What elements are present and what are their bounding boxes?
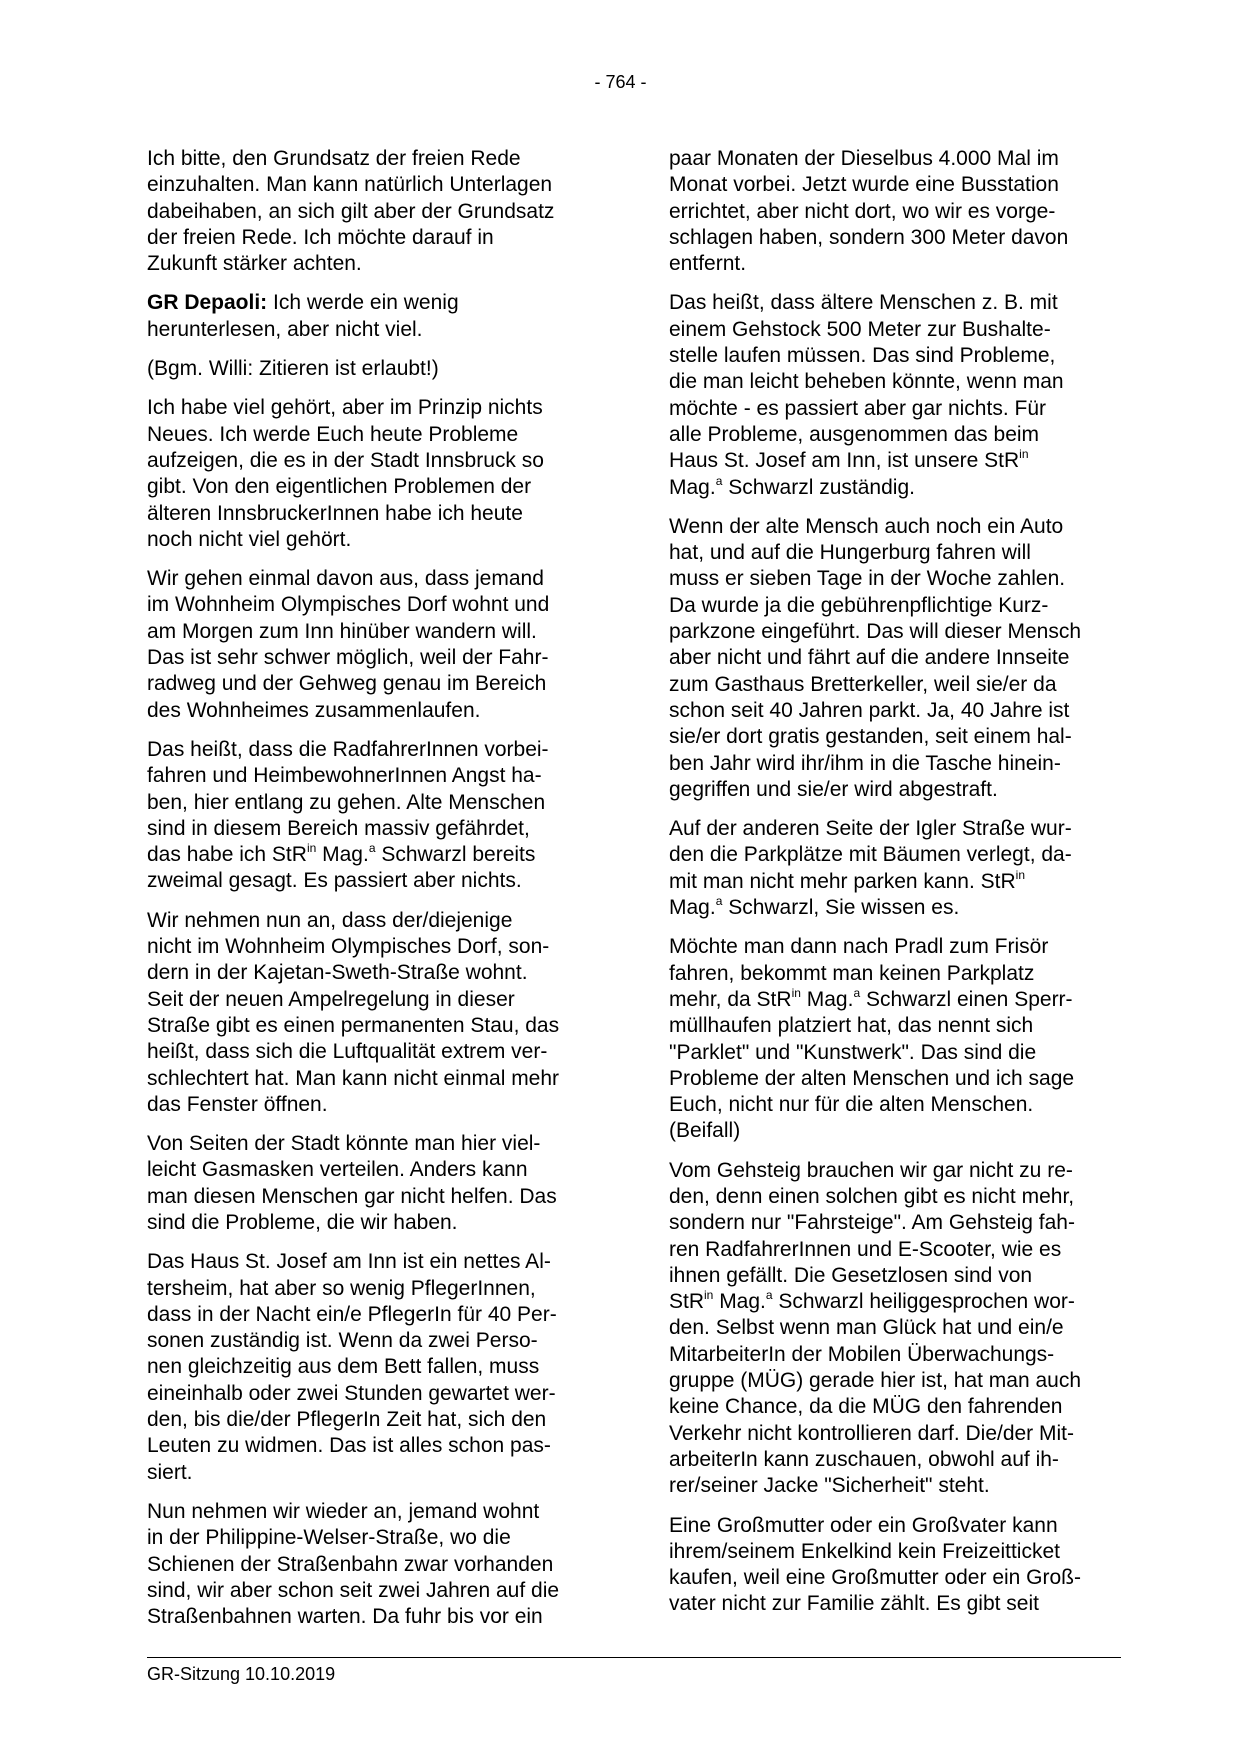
superscript: in (306, 841, 317, 856)
text-run: Schwarzl zuständig. (722, 475, 915, 499)
text-run: Schwarzl bereits (375, 843, 536, 867)
text-run: Von Seiten der Stadt könnte man hier viel- (147, 1132, 541, 1156)
text-run: ben, hier entlang zu gehen. Alte Menschen (147, 790, 546, 814)
superscript: a (853, 985, 861, 1000)
text-run: dern in der Kajetan-Sweth-Straße wohnt. (147, 961, 528, 985)
text-run: Leuten zu widmen. Das ist alles schon pas- (147, 1434, 551, 1458)
text-run: StR (669, 1290, 705, 1314)
text-run: Schwarzl heiliggesprochen wor- (772, 1290, 1075, 1314)
text-run: dabeihaben, an sich gilt aber der Grundsatz (147, 199, 555, 223)
text-run: (Bgm. Willi: Zitieren ist erlaubt!) (147, 357, 439, 381)
text-run: Ich werde ein wenig (267, 291, 459, 315)
text-run: Auf der anderen Seite der Igler Straße wur- (669, 817, 1072, 841)
text-run: gruppe (MÜG) gerade hier ist, hat man auch (669, 1369, 1082, 1393)
text-run: das Fenster öffnen. (147, 1092, 328, 1116)
text-run: nen gleichzeitig aus dem Bett fallen, muss (147, 1355, 540, 1379)
text-run: leicht Gasmasken verteilen. Anders kann (147, 1158, 528, 1182)
superscript: in (1019, 447, 1029, 462)
paragraph (669, 514, 1109, 803)
text-run: mehr, da StR (669, 987, 792, 1011)
text-run: sondern nur "Fahrsteige". Am Gehsteig fah- (669, 1211, 1075, 1235)
text-run: Straße gibt es einen permanenten Stau, das (147, 1013, 560, 1037)
text-run: muss er sieben Tage in der Woche zahlen. (669, 567, 1066, 591)
text-run: paar Monaten der Dieselbus 4.000 Mal im (669, 147, 1059, 170)
text-run: ben Jahr wird ihr/ihm in die Tasche hinein- (669, 751, 1061, 775)
speaker-name: GR Depaoli: (147, 291, 268, 315)
paragraph (669, 934, 1109, 1144)
text-run: älteren InnsbruckerInnen habe ich heute (147, 501, 523, 525)
text-run: entfernt. (669, 252, 747, 276)
text-run: sind in diesem Bereich massiv gefährdet, (147, 816, 530, 840)
paragraph (147, 908, 587, 1118)
text-run: sonen zuständig ist. Wenn da zwei Perso- (147, 1329, 538, 1353)
text-run: der freien Rede. Ich möchte darauf in (147, 225, 494, 249)
text-run: schlagen haben, sondern 300 Meter davon (669, 225, 1069, 249)
paragraph (147, 290, 587, 343)
text-run: das habe ich StR (147, 843, 307, 867)
text-run: Wenn der alte Mensch auch noch ein Auto (669, 514, 1064, 538)
text-run: Mag. (800, 987, 854, 1011)
text-run: parkzone eingeführt. Das will dieser Mensch (669, 620, 1082, 644)
superscript: in (1015, 867, 1025, 882)
text-run: die man leicht beheben könnte, wenn man (669, 370, 1064, 394)
paragraph (147, 1249, 587, 1486)
text-run: zum Gasthaus Bretterkeller, weil sie/er da (669, 672, 1057, 696)
paragraph (669, 146, 1109, 277)
text-run: Das heißt, dass ältere Menschen z. B. mit (669, 291, 1058, 315)
superscript: a (765, 1288, 773, 1303)
text-run: radweg und der Gehweg genau im Bereich (147, 672, 547, 696)
text-run: MitarbeiterIn der Mobilen Überwachungs- (669, 1342, 1055, 1366)
text-run: Ich bitte, den Grundsatz der freien Rede (147, 147, 521, 170)
paragraph (147, 395, 587, 553)
text-run: sind die Probleme, die wir haben. (147, 1210, 458, 1234)
text-run: mit man nicht mehr parken kann. StR (669, 869, 1016, 893)
text-run: im Wohnheim Olympisches Dorf wohnt und (147, 593, 550, 617)
text-run: fahren, bekommt man keinen Parkplatz (669, 961, 1035, 985)
text-run: den, bis die/der PflegerIn Zeit hat, sich den (147, 1408, 547, 1432)
text-run: Mag. (713, 1290, 766, 1314)
paragraph (147, 146, 587, 277)
text-run: alle Probleme, ausgenommen das beim (669, 422, 1040, 446)
paragraph (147, 356, 587, 382)
text-run: Mag. (316, 843, 369, 867)
text-run: Monat vorbei. Jetzt wurde eine Busstation (669, 173, 1059, 197)
text-run: am Morgen zum Inn hinüber wandern will. (147, 619, 537, 643)
text-run: nicht im Wohnheim Olympisches Dorf, son- (147, 935, 550, 959)
text-run: stelle laufen müssen. Das sind Probleme, (669, 344, 1056, 368)
footer-rule (147, 1657, 1121, 1658)
paragraph (147, 566, 587, 724)
paragraph (669, 1513, 1109, 1618)
text-run: Das Haus St. Josef am Inn ist ein nettes Al- (147, 1250, 551, 1274)
text-run: arbeiterIn kann zuschauen, obwohl auf ih- (669, 1447, 1059, 1471)
text-run: Das ist sehr schwer möglich, weil der Fahr- (147, 646, 549, 670)
text-run: fahren und HeimbewohnerInnen Angst ha- (147, 764, 542, 788)
text-run: müllhaufen platziert hat, das nennt sich (669, 1014, 1034, 1038)
text-run: siert. (147, 1460, 193, 1484)
text-run: hat, und auf die Hungerburg fahren will (669, 541, 1031, 565)
text-run: den, denn einen solchen gibt es nicht mehr, (669, 1184, 1075, 1208)
text-run: Da wurde ja die gebührenpflichtige Kurz- (669, 593, 1049, 617)
text-run: möchte - es passiert aber gar nichts. Für (669, 396, 1046, 420)
text-run: herunterlesen, aber nicht viel. (147, 317, 423, 341)
text-run: dass in der Nacht ein/e PflegerIn für 40 Per- (147, 1302, 557, 1326)
text-run: den die Parkplätze mit Bäumen verlegt, da- (669, 843, 1072, 867)
text-run: Probleme der alten Menschen und ich sage (669, 1066, 1075, 1090)
text-run: sind, wir aber schon seit zwei Jahren auf die (147, 1578, 560, 1602)
paragraph (669, 816, 1109, 921)
superscript: a (368, 841, 376, 856)
text-run: Zukunft stärker achten. (147, 252, 362, 276)
text-run: ren RadfahrerInnen und E-Scooter, wie es (669, 1237, 1062, 1261)
text-run: Möchte man dann nach Pradl zum Frisör (669, 935, 1049, 959)
superscript: in (704, 1288, 714, 1303)
superscript: in (791, 985, 801, 1000)
text-run: errichtet, aber nicht dort, wo wir es vorge- (669, 199, 1056, 223)
text-run: einem Gehstock 500 Meter zur Bushalte- (669, 317, 1051, 341)
text-run: man diesen Menschen gar nicht helfen. Das (147, 1184, 557, 1208)
text-run: ihrem/seinem Enkelkind kein Freizeitticket (669, 1539, 1060, 1563)
text-run: Ich habe viel gehört, aber im Prinzip nichts (147, 396, 543, 420)
right-column (669, 146, 1109, 1631)
text-run: kaufen, weil eine Großmutter oder ein Groß- (669, 1566, 1082, 1590)
text-run: in der Philippine-Welser-Straße, wo die (147, 1526, 511, 1550)
text-run: Wir gehen einmal davon aus, dass jemand (147, 567, 544, 591)
text-run: keine Chance, da die MÜG den fahrenden (669, 1395, 1063, 1419)
text-run: tersheim, hat aber so wenig PflegerInnen, (147, 1276, 536, 1300)
text-run: den. Selbst wenn man Glück hat und ein/e (669, 1316, 1064, 1340)
text-run: schon seit 40 Jahren parkt. Ja, 40 Jahre ist (669, 698, 1070, 722)
text-run: ihnen gefällt. Die Gesetzlosen sind von (669, 1263, 1033, 1287)
text-run: (Beifall) (669, 1119, 741, 1143)
text-run: Mag. (669, 475, 716, 499)
text-run: Vom Gehsteig brauchen wir gar nicht zu re- (669, 1158, 1073, 1182)
text-run: gibt. Von den eigentlichen Problemen der (147, 475, 532, 499)
text-run: vater nicht zur Familie zählt. Es gibt seit (669, 1592, 1039, 1616)
text-run: Seit der neuen Ampelregelung in dieser (147, 987, 515, 1011)
page-number: - 764 - (594, 72, 647, 92)
text-run: Mag. (669, 896, 716, 920)
text-run: zweimal gesagt. Es passiert aber nichts. (147, 869, 522, 893)
superscript: a (715, 473, 723, 488)
text-run: eineinhalb oder zwei Stunden gewartet wer- (147, 1381, 556, 1405)
text-run: Euch, nicht nur für die alten Menschen. (669, 1093, 1034, 1117)
text-run: Neues. Ich werde Euch heute Probleme (147, 422, 519, 446)
text-run: sie/er dort gratis gestanden, seit einem hal- (669, 725, 1072, 749)
text-run: heißt, dass sich die Luftqualität extrem ver- (147, 1040, 548, 1064)
text-run: des Wohnheimes zusammenlaufen. (147, 698, 481, 722)
text-run: Das heißt, dass die RadfahrerInnen vorbei- (147, 737, 549, 761)
text-run: Wir nehmen nun an, dass der/diejenige (147, 908, 513, 932)
left-column (147, 146, 587, 1643)
text-run: rer/seiner Jacke "Sicherheit" steht. (669, 1474, 990, 1498)
text-run: Straßenbahnen warten. Da fuhr bis vor ein (147, 1605, 543, 1629)
text-run: Schienen der Straßenbahn zwar vorhanden (147, 1552, 554, 1576)
paragraph (669, 290, 1109, 500)
text-run: "Parklet" und "Kunstwerk". Das sind die (669, 1040, 1037, 1064)
text-run: Nun nehmen wir wieder an, jemand wohnt (147, 1499, 540, 1523)
superscript: a (715, 894, 723, 909)
paragraph (669, 1158, 1109, 1500)
footer-text: GR-Sitzung 10.10.2019 (147, 1664, 336, 1684)
text-run: noch nicht viel gehört. (147, 527, 352, 551)
text-run: Verkehr nicht kontrollieren darf. Die/der Mit- (669, 1421, 1074, 1445)
text-run: Schwarzl einen Sperr- (860, 987, 1073, 1011)
paragraph (147, 737, 587, 895)
text-run: einzuhalten. Man kann natürlich Unterlagen (147, 173, 553, 197)
text-run: gegriffen und sie/er wird abgestraft. (669, 777, 998, 801)
text-run: Eine Großmutter oder ein Großvater kann (669, 1513, 1058, 1537)
text-run: aufzeigen, die es in der Stadt Innsbruck so (147, 448, 544, 472)
text-run: aber nicht und fährt auf die andere Innseite (669, 646, 1070, 670)
text-run: Schwarzl, Sie wissen es. (722, 896, 960, 920)
text-run: Haus St. Josef am Inn, ist unsere StR (669, 449, 1020, 473)
text-run: schlechtert hat. Man kann nicht einmal mehr (147, 1066, 560, 1090)
paragraph (147, 1499, 587, 1630)
paragraph (147, 1131, 587, 1236)
